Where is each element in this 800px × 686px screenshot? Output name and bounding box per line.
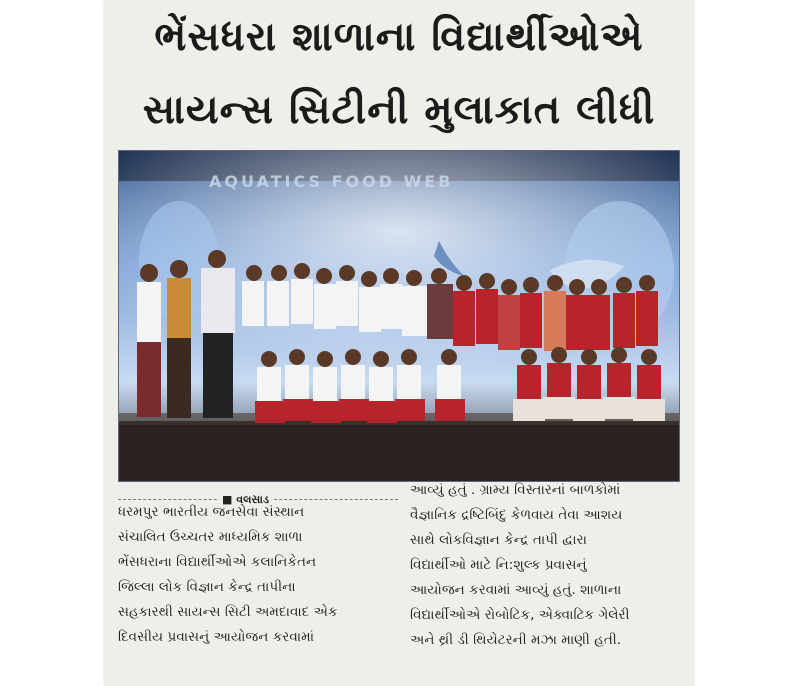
article-line: ધરમપુર ભારતીય જનસેવા સંસ્થાન xyxy=(118,504,305,520)
exhibit-banner-text: AQUATICS FOOD WEB xyxy=(209,172,454,191)
group-photo xyxy=(118,150,680,482)
article-line: ભેંસધરાના વિદ્યાર્થીઓએ કલાનિકેતન xyxy=(118,554,317,570)
article-line: વૈજ્ઞાનિક દ્રષ્ટિબિંદુ કેળવાય તેવા આશય xyxy=(410,507,623,523)
article-line: આયોજન કરવામાં આવ્યું હતું. શાળાના xyxy=(410,582,622,598)
article-line: સાથે લોકવિજ્ઞાન કેન્દ્ર તાપી દ્વારા xyxy=(410,532,587,548)
article-line: સંચાલિત ઉચ્ચતર માધ્યમિક શાળા xyxy=(118,529,303,545)
newspaper-clipping xyxy=(104,0,694,686)
article-line: દિવસીય પ્રવાસનું આયોજન કરવામાં xyxy=(118,629,315,645)
group-photo-illustration xyxy=(119,151,679,481)
article-column-left xyxy=(118,500,398,650)
headline-line-2: સાયન્સ સિટીની મુલાકાત લીધી xyxy=(142,87,656,133)
article-line: વિદ્યાર્થીઓ માટે નિ:શુલ્ક પ્રવાસનું xyxy=(410,557,587,573)
article-line: આવ્યું હતું . ગ્રામ્ય વિસ્તારનાં બાળકોમાં xyxy=(410,482,621,498)
article-line: જિલ્લા લોક વિજ્ઞાન કેન્દ્ર તાપીના xyxy=(118,579,296,595)
article-line: અને થ્રી ડી થિયેટરની મઝા માણી હતી. xyxy=(410,632,622,648)
article-line: સહકારથી સાયન્સ સિટી અમદાવાદ એક xyxy=(118,604,338,620)
article-column-right xyxy=(410,478,680,653)
dateline-label: ■ વલસાડ xyxy=(218,492,273,507)
headline-line-1: ભેંસધરા શાળાના વિદ્યાર્થીઓએ xyxy=(154,14,644,60)
article-line: વિદ્યાર્થીઓએ રોબોટિક, એક્વાટિક ગેલેરી xyxy=(410,607,630,623)
